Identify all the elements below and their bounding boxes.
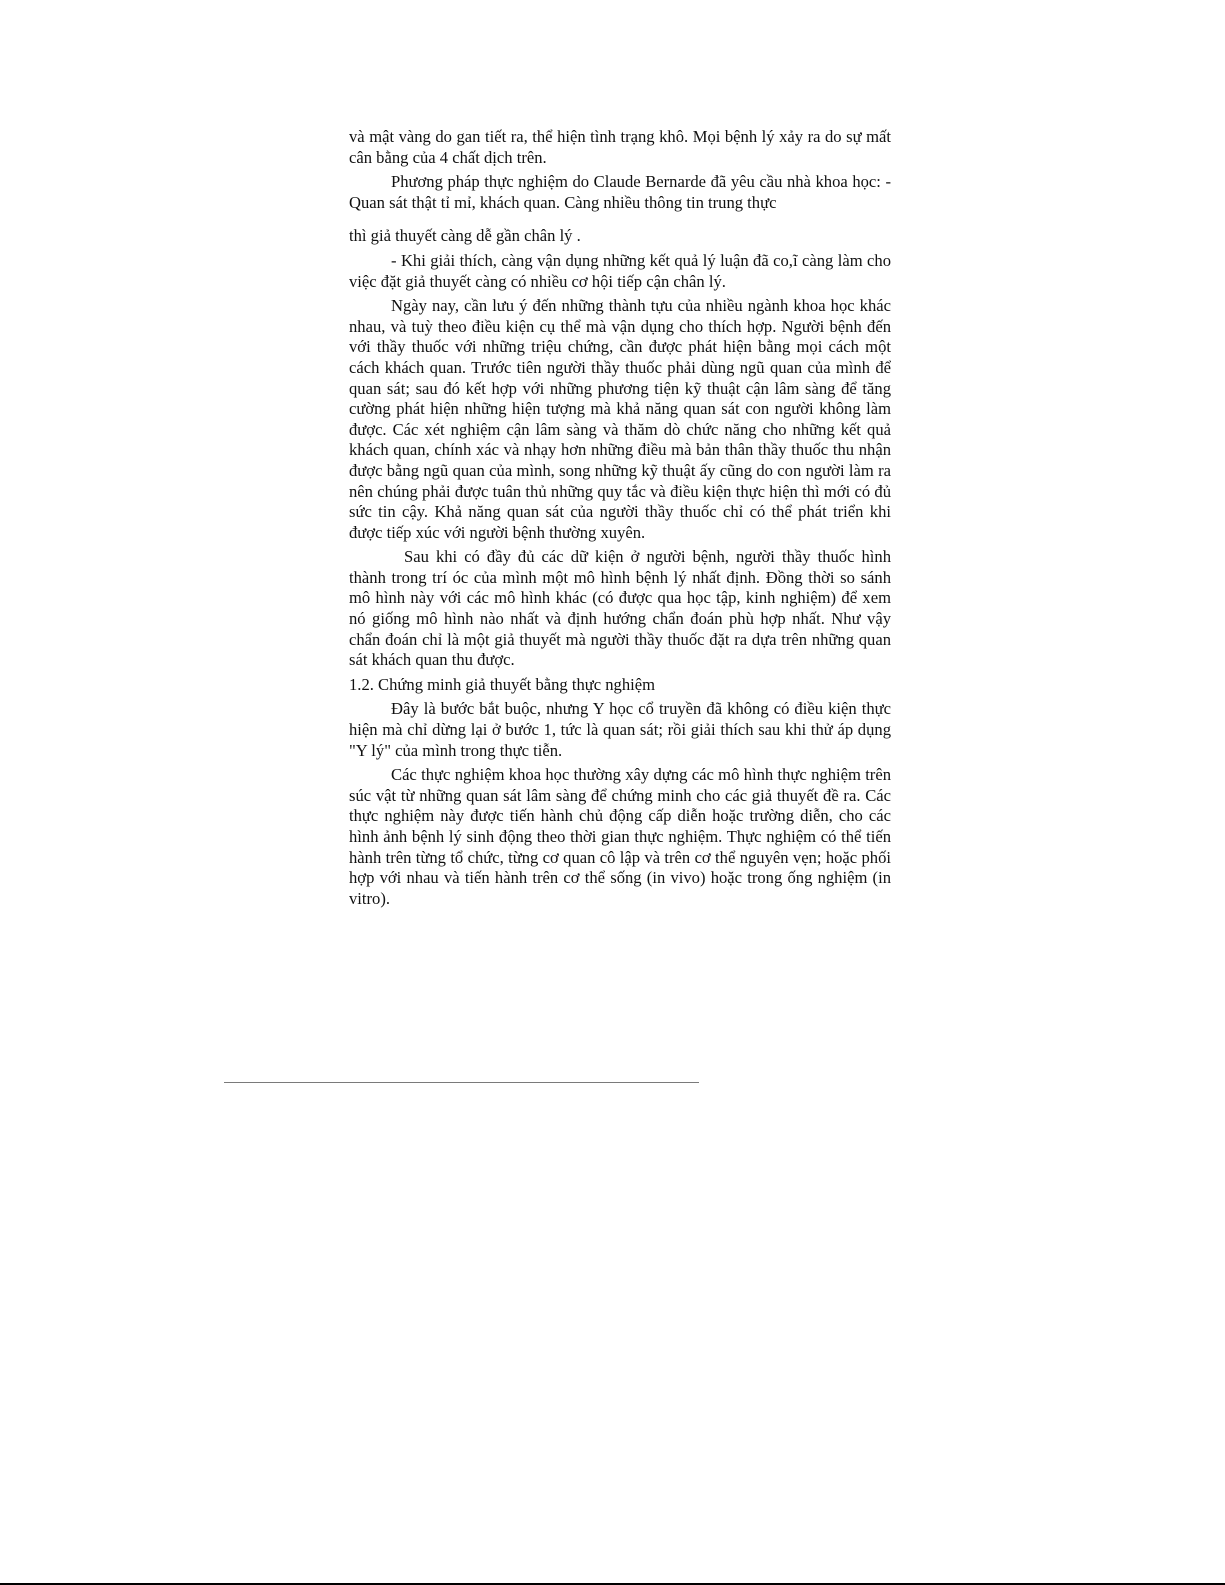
paragraph-experimental-method: Phương pháp thực nghiệm do Claude Bernarde đã yêu cầu nhà khoa học: - Quan sát thật tỉ mỉ, khách quan. Càng nhiều thông tin trung thực <box>349 172 891 212</box>
section-heading: 1.2. Chứng minh giả thuyết bằng thực nghiệm <box>349 674 656 694</box>
paragraph-explanation: - Khi giải thích, càng vận dụng những kết quả lý luận đã co,ĩ càng làm cho việc đặt giả thuyết càng có nhiều cơ hội tiếp cận chân lý. <box>349 250 891 291</box>
paragraph-modern-achievements: Ngày nay, cần lưu ý đến những thành tựu của nhiều ngành khoa học khác nhau, và tuỳ theo điều kiện cụ thể mà vận dụng cho thích hợp. Người bệnh đến với thầy thuốc với những triệu chứng, cần được phát hiện bằng mọi cách một cách khách quan. Trước tiên người thầy thuốc phải dùng ngũ quan của mình để quan sát; sau đó kết hợp với những phương tiện kỹ thuật cận lâm sàng để tăng cường phát hiện những hiện tượng mà khả năng quan sát con người không làm được. Các xét nghiệm cận lâm sàng và thăm dò chức năng cho những kết quả khách quan, chính xác và nhạy hơn những điều mà bản thân thầy thuốc thu nhận được bằng ngũ quan của mình, song những kỹ thuật ấy cũng do con người làm ra nên chúng phải được tuân thủ những quy tắc và điều kiện thực hiện thì mới có đủ sức tin cậy. Khả năng quan sát của người thầy thuốc chỉ có thể phát triển khi được tiếp xúc với người bệnh thường xuyên. <box>349 296 891 542</box>
paragraph-humors: và mật vàng do gan tiết ra, thể hiện tình trạng khô. Mọi bệnh lý xảy ra do sự mất cân bằng của 4 chất dịch trên. <box>349 127 891 167</box>
paragraph-experiments: Các thực nghiệm khoa học thường xây dựng các mô hình thực nghiệm trên súc vật từ những quan sát lâm sàng để chứng minh cho các giả thuyết đề ra. Các thực nghiệm này được tiến hành chủ động cấp diễn hoặc trường diễn, cho các hình ảnh bệnh lý sinh động theo thời gian thực nghiệm. Thực nghiệm có thể tiến hành trên từng tổ chức, từng cơ quan cô lập và trên cơ thể nguyên vẹn; hoặc phối hợp với nhau và tiến hành trên cơ thể sống (in vivo) hoặc trong ống nghiệm (in vitro). <box>349 765 891 908</box>
paragraph-mandatory-step: Đây là bước bắt buộc, nhưng Y học cổ truyền đã không có điều kiện thực hiện mà chỉ dừng lại ở bước 1, tức là quan sát; rồi giải thích sau khi thử áp dụng "Y lý" của mình trong thực tiễn. <box>349 699 891 760</box>
footnote-rule <box>224 1082 699 1083</box>
paragraph-diagnosis-model: Sau khi có đầy đủ các dữ kiện ở người bệnh, người thầy thuốc hình thành trong trí óc của mình một mô hình bệnh lý nhất định. Đồng thời so sánh mô hình này với các mô hình khác (có được qua học tập, kinh nghiệm) để xem nó giống mô hình nào nhất và định hướng chẩn đoán phù hợp nhất. Như vậy chẩn đoán chỉ là một giả thuyết mà người thầy thuốc đặt ra dựa trên những quan sát khách quan thu được. <box>349 547 891 670</box>
paragraph-hypothesis-truth: thì giả thuyết càng dễ gần chân lý . <box>349 226 581 246</box>
document-body <box>349 127 891 909</box>
